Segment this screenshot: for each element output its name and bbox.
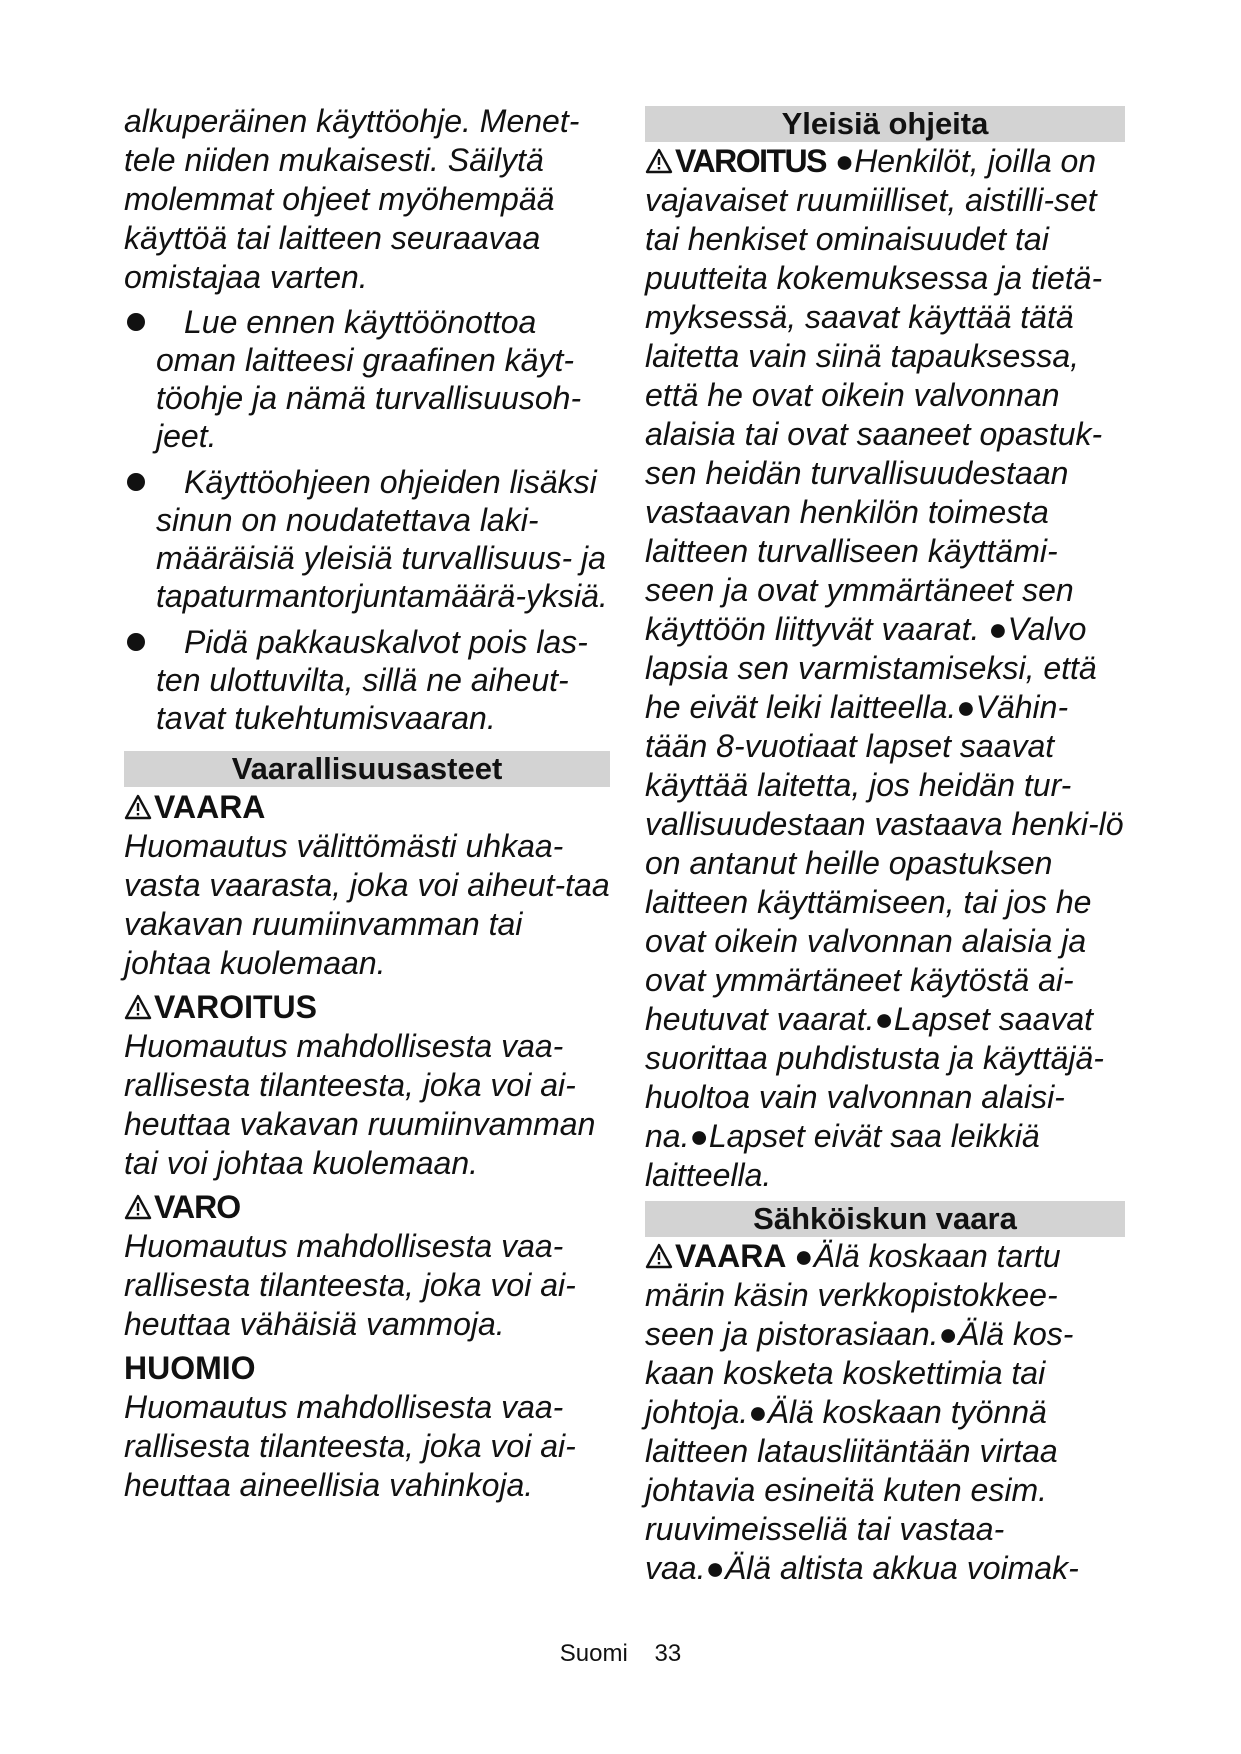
bullet-icon [127, 633, 145, 651]
hazard-title: VAROITUS [154, 989, 317, 1025]
section-heading-yleisia-ohjeita: Yleisiä ohjeita [645, 106, 1125, 142]
list-item: Pidä pakkauskalvot pois las-ten ulottuvilta, sillä ne aiheut-tavat tukehtumisvaaran. [124, 623, 610, 737]
warning-triangle-icon [124, 794, 152, 820]
electric-shock-text: ●Älä koskaan tartu märin käsin verkkopistokkee-seen ja pistorasiaan.●Älä kos-kaan kosketa koskettimia tai johtoja.●Älä koskaan työnnä laitteen latausliitäntään virtaa johtavia esineitä kuten esim. ruuvimeisseliä tai vastaa-vaa.●Älä altista akkua voimak- [645, 1238, 1079, 1586]
hazard-level-vaara [124, 787, 610, 983]
general-instructions [645, 142, 1125, 1195]
hazard-title: VAARA [154, 789, 266, 825]
bullet-icon [127, 313, 145, 331]
general-instructions-text: ●Henkilöt, joilla on vajavaiset ruumiilliset, aistilli-set tai henkiset ominaisuudet tai puutteita kokemuksessa ja tietä-myksessä, saavat käyttää tätä laitetta vain siinä tapauksessa, että he ovat oikein valvonnan alaisia tai ovat saaneet opastuk-sen heidän turvallisuudestaan vastaavan henkilön toimesta laitteen turvalliseen käyttämi-seen ja ovat ymmärtäneet sen käyttöön liittyvät vaarat. ●Valvo lapsia sen varmistamiseksi, että he eivät leiki laitteella.●Vähin-tään 8-vuotiaat lapset saavat käyttää laitetta, jos heidän tur-vallisuudestaan vastaava henki-lö on antanut heille opastuksen laitteen käyttämiseen, tai jos he ovat oikein valvonnan alaisia ja ovat ymmärtäneet käytöstä ai-heutuvat vaarat.●Lapset saavat suorittaa puhdistusta ja käyttäjä-huoltoa vain valvonnan alaisi-na.●Lapset eivät saa leikkiä laitteella. [645, 143, 1124, 1193]
section-heading-sahkoiskun-vaara: Sähköiskun vaara [645, 1201, 1125, 1237]
electric-shock-instructions [645, 1237, 1125, 1588]
page-footer [0, 1640, 1241, 1668]
hazard-level-varo [124, 1187, 610, 1344]
hazard-description: Huomautus mahdollisesta vaa-rallisesta tilanteesta, joka voi ai-heuttaa vähäisiä vammoja. [124, 1228, 576, 1342]
bullet-icon [127, 473, 145, 491]
hazard-title: VARO [154, 1189, 241, 1225]
hazard-title: HUOMIO [124, 1350, 256, 1386]
warning-triangle-icon [645, 148, 673, 174]
list-item: Lue ennen käyttöönottoa oman laitteesi graafinen käyt-töohje ja nämä turvallisuusoh-jeet. [124, 303, 610, 455]
hazard-level-huomio [124, 1348, 610, 1505]
hazard-description: Huomautus välittömästi uhkaa-vasta vaarasta, joka voi aiheut-taa vakavan ruumiinvamman tai johtaa kuolemaan. [124, 828, 610, 981]
warning-label: VAROITUS [675, 143, 826, 179]
hazard-level-varoitus [124, 987, 610, 1183]
warning-triangle-icon [124, 1194, 152, 1220]
hazard-description: Huomautus mahdollisesta vaa-rallisesta tilanteesta, joka voi ai-heuttaa vakavan ruumiinvamman tai voi johtaa kuolemaan. [124, 1028, 596, 1181]
intro-paragraph: alkuperäinen käyttöohje. Menet-tele niiden mukaisesti. Säilytä molemmat ohjeet myöhempää käyttöä tai laitteen seuraavaa omistajaa varten. [124, 103, 580, 295]
warning-triangle-icon [645, 1243, 673, 1269]
warning-label: VAARA [675, 1238, 786, 1274]
left-column [124, 102, 610, 1505]
page-number: 33 [654, 1640, 682, 1667]
footer-language: Suomi [559, 1640, 628, 1667]
list-item: Käyttöohjeen ohjeiden lisäksi sinun on noudatettava laki-määräisiä yleisiä turvallisuus- ja tapaturmantorjuntamäärä-yksiä. [124, 463, 610, 615]
hazard-description: Huomautus mahdollisesta vaa-rallisesta tilanteesta, joka voi ai-heuttaa aineellisia vahinkoja. [124, 1389, 576, 1503]
bullet-list [124, 303, 610, 737]
warning-triangle-icon [124, 994, 152, 1020]
section-heading-vaarallisuusasteet: Vaarallisuusasteet [124, 751, 610, 787]
right-column [645, 102, 1125, 1588]
